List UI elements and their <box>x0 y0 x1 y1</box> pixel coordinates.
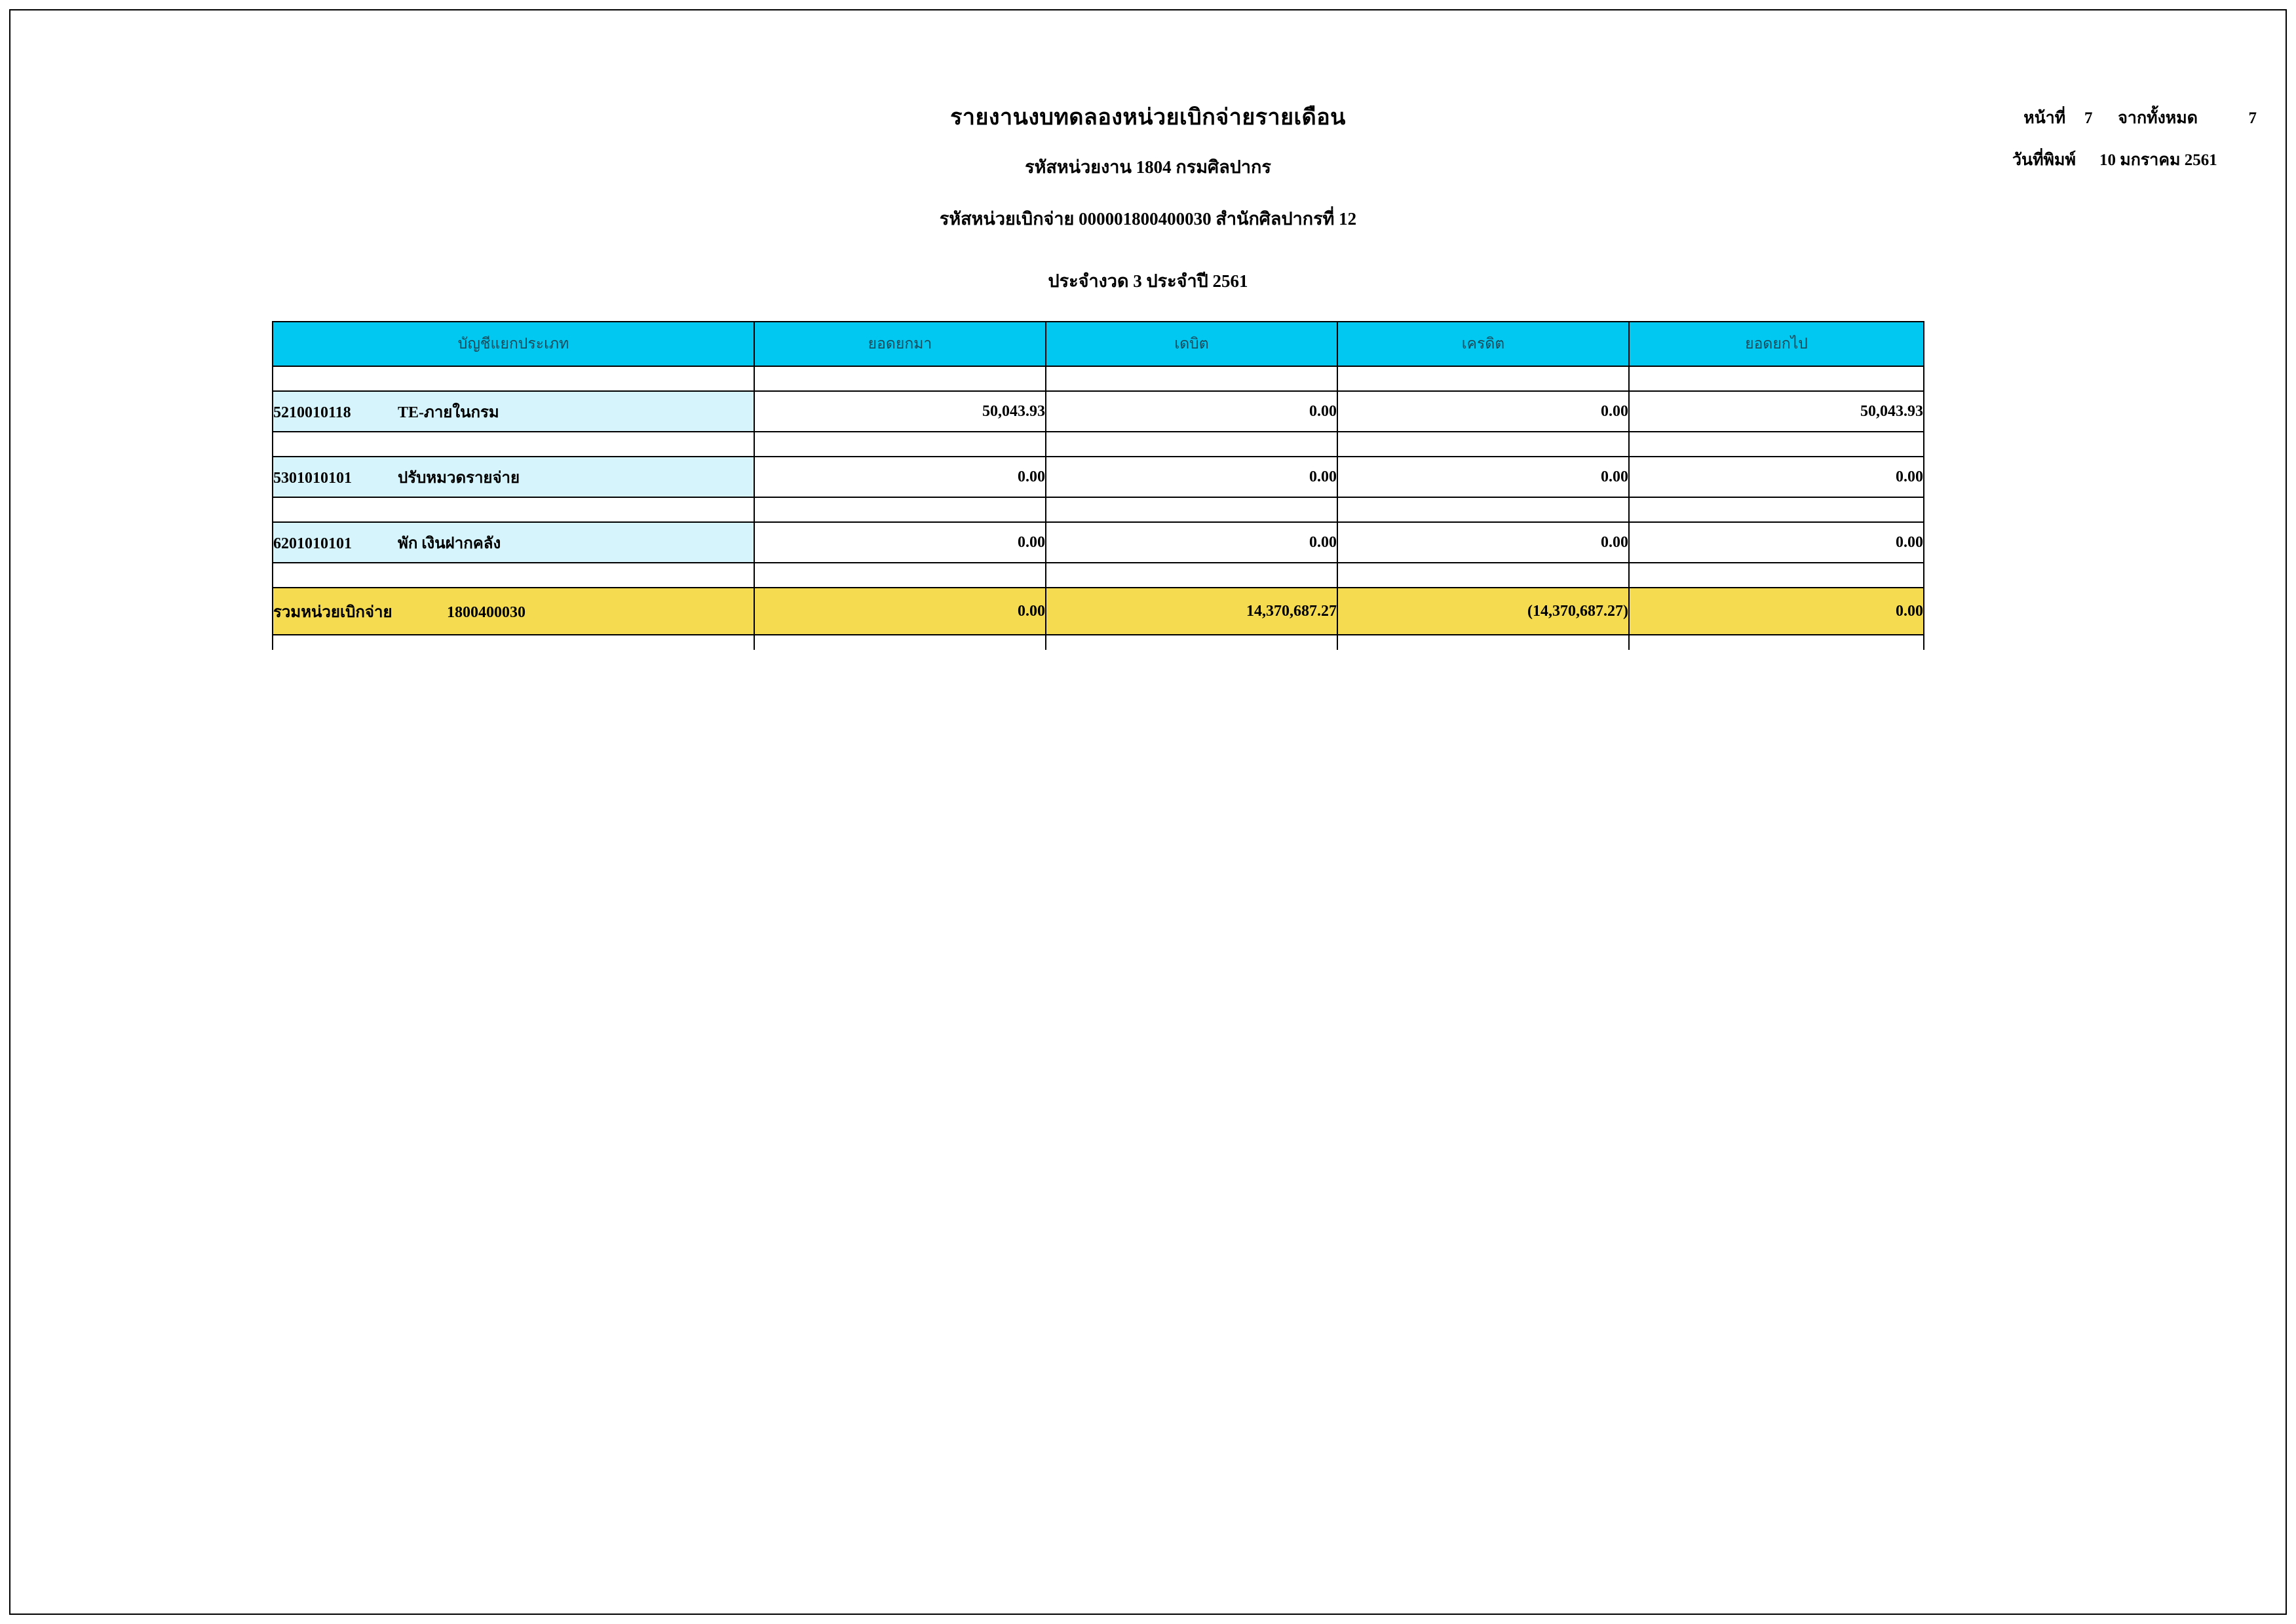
account-cell <box>273 522 754 563</box>
period-line: ประจำงวด 3 ประจำปี 2561 <box>1048 271 1248 291</box>
gap-cell <box>1046 563 1337 588</box>
gap-cell <box>754 635 1046 650</box>
report-table <box>272 321 1924 650</box>
account-code: 6201010101 <box>273 535 352 552</box>
total-label-cell <box>273 588 754 635</box>
opening-balance-cell: 50,043.93 <box>754 391 1046 432</box>
page-number: 7 <box>2084 109 2093 127</box>
account-cell <box>273 457 754 497</box>
gap-cell <box>1337 366 1629 391</box>
row-gap <box>273 497 1924 522</box>
total-label: รวมหน่วยเบิกจ่าย <box>273 603 392 621</box>
opening-balance-cell: 0.00 <box>754 457 1046 497</box>
gap-cell <box>273 366 754 391</box>
debit-cell: 0.00 <box>1046 391 1337 432</box>
report-header <box>0 105 2296 295</box>
print-date-label: วันที่พิมพ์ <box>2012 151 2076 169</box>
total-debit-cell: 14,370,687.27 <box>1046 588 1337 635</box>
credit-cell: 0.00 <box>1337 391 1629 432</box>
table-bottom-gap <box>273 635 1924 650</box>
table-header-row <box>273 322 1924 366</box>
row-gap <box>273 432 1924 457</box>
table-row <box>273 391 1924 432</box>
gap-cell <box>273 563 754 588</box>
account-name: TE-ภายในกรม <box>398 404 499 421</box>
account-code: 5301010101 <box>273 469 352 487</box>
payment-unit-line: รหัสหน่วยเบิกจ่าย 000001800400030 สำนักศิลปากรที่ 12 <box>939 208 1357 229</box>
gap-cell <box>1046 635 1337 650</box>
print-date-value: 10 มกราคม 2561 <box>2099 151 2217 169</box>
gap-cell <box>273 635 754 650</box>
table-row <box>273 522 1924 563</box>
total-unit-code: 1800400030 <box>447 603 526 621</box>
account-name: พัก เงินฝากคลัง <box>398 535 501 552</box>
gap-cell <box>1046 366 1337 391</box>
gap-cell <box>754 366 1046 391</box>
opening-balance-cell: 0.00 <box>754 522 1046 563</box>
closing-balance-cell: 0.00 <box>1629 522 1924 563</box>
gap-cell <box>1337 432 1629 457</box>
gap-cell <box>754 497 1046 522</box>
column-header-credit: เครดิต <box>1337 322 1629 366</box>
debit-cell: 0.00 <box>1046 522 1337 563</box>
agency-code-line: รหัสหน่วยงาน 1804 กรมศิลปากร <box>1025 157 1271 177</box>
column-header-opening: ยอดยกมา <box>754 322 1046 366</box>
table-top-gap <box>273 366 1924 391</box>
total-row <box>273 588 1924 635</box>
closing-balance-cell: 50,043.93 <box>1629 391 1924 432</box>
column-header-debit: เดบิต <box>1046 322 1337 366</box>
page-meta <box>2012 105 2257 189</box>
gap-cell <box>273 432 754 457</box>
trial-balance-table <box>272 321 1923 650</box>
row-gap <box>273 563 1924 588</box>
gap-cell <box>1337 497 1629 522</box>
gap-cell <box>1337 563 1629 588</box>
gap-cell <box>1629 497 1924 522</box>
gap-cell <box>1629 432 1924 457</box>
total-closing-cell: 0.00 <box>1629 588 1924 635</box>
gap-cell <box>1629 366 1924 391</box>
total-opening-cell: 0.00 <box>754 588 1046 635</box>
total-credit-cell: (14,370,687.27) <box>1337 588 1629 635</box>
gap-cell <box>754 432 1046 457</box>
account-name: ปรับหมวดรายจ่าย <box>398 469 520 487</box>
gap-cell <box>1337 635 1629 650</box>
gap-cell <box>754 563 1046 588</box>
page-title: รายงานงบทดลองหน่วยเบิกจ่ายรายเดือน <box>950 105 1346 130</box>
column-header-account: บัญชีแยกประเภท <box>273 322 754 366</box>
gap-cell <box>1629 635 1924 650</box>
column-header-closing: ยอดยกไป <box>1629 322 1924 366</box>
debit-cell: 0.00 <box>1046 457 1337 497</box>
gap-cell <box>1046 497 1337 522</box>
gap-cell <box>1629 563 1924 588</box>
page-number-row <box>2012 105 2257 131</box>
page-label: หน้าที่ <box>2023 109 2066 127</box>
total-pages-label: จากทั้งหมด <box>2118 109 2198 127</box>
total-pages-value: 7 <box>2248 109 2257 127</box>
table-row <box>273 457 1924 497</box>
credit-cell: 0.00 <box>1337 457 1629 497</box>
gap-cell <box>273 497 754 522</box>
account-cell <box>273 391 754 432</box>
gap-cell <box>1046 432 1337 457</box>
print-date-row <box>2012 147 2257 173</box>
closing-balance-cell: 0.00 <box>1629 457 1924 497</box>
account-code: 5210010118 <box>273 404 351 421</box>
credit-cell: 0.00 <box>1337 522 1629 563</box>
